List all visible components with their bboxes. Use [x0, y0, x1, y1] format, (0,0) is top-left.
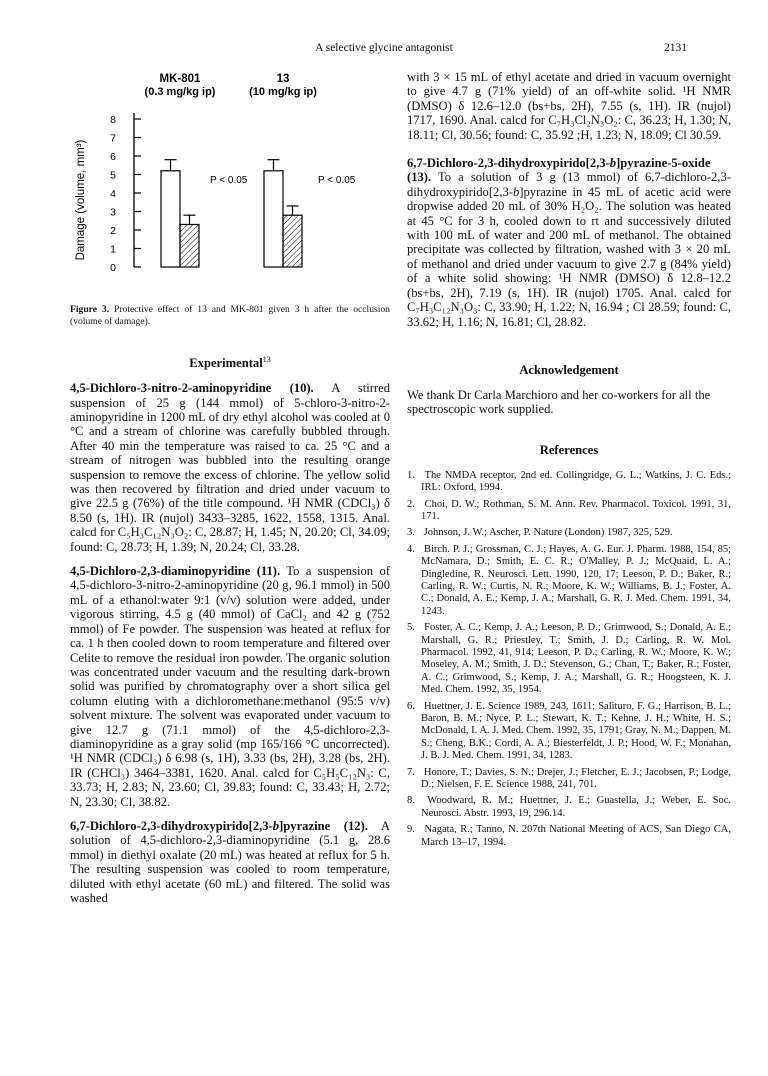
compound-13-body-b: b [512, 184, 520, 199]
left-column [70, 70, 390, 905]
figure-caption [70, 304, 390, 327]
experimental-heading [70, 355, 390, 371]
p-value-2: P < 0.05 [318, 175, 356, 186]
reference-text: The NMDA receptor, 2nd ed. Collingridge, G. L.; Watkins, J. C. Eds.; IRL: Oxford, 1994. [421, 469, 731, 494]
reference-list [407, 470, 731, 849]
compound-10-title: 4,5-Dichloro-3-nitro-2-aminopyridine (10). [70, 381, 314, 396]
bar-chart [70, 70, 390, 300]
treated-bar [180, 224, 199, 267]
compound-11-paragraph [70, 564, 390, 809]
running-title: A selective glycine antagonist [315, 42, 453, 54]
y-tick-label: 0 [110, 262, 116, 274]
running-header [0, 42, 768, 58]
y-tick-label: 5 [110, 169, 116, 182]
reference-number: 2. [407, 498, 415, 510]
caption-label: Figure 3. [70, 304, 110, 315]
reference-text: Johnson, J. W.; Ascher, P. Nature (London) 1987, 325, 529. [421, 527, 673, 539]
reference-text: Honore, T.; Davies, S. N.; Drejer, J.; Fletcher, E. J.; Jacobsen, P.; Lodge, D.; Nielsen, F. E. Science 1988, 241, 701. [421, 766, 731, 791]
y-tick-labels [110, 114, 141, 274]
reference-item [407, 544, 731, 618]
reference-text: Huettner, J. E. Science 1989, 243, 1611; Salituro, F. G.; Harrison, B. L.; Baron, B. M.; Nyce, P. L.; Stewart, K. T.; Kehne, J. H.; White, H. S.; McDonald, I. A. J. Med. Chem. 1992, 35, 1791; Gray, N. M.; Dappen, M. S.; Cheng, B.K.; Cordi, A. A.; Biesterfeldt, J. P.; Hood, W. F.; Monahan, J. B. J. Med. Chem. 1991, 34, 1283. [421, 700, 731, 762]
compound-13-title-b: b [609, 156, 617, 171]
reference-number: 8. [407, 795, 415, 807]
y-tick-label: 4 [110, 188, 116, 200]
y-tick-label: 1 [110, 243, 116, 256]
y-tick-label: 8 [110, 114, 116, 126]
references-heading: References [539, 442, 599, 457]
continued-paragraph: with 3 × 15 mL of ethyl acetate and dried in vacuum overnight to give 4.7 g (71% yield) of an off-white solid. ¹H NMR (DMSO) δ 12.6–12.0 (bs+bs, 2H), 7.55 (s, 1H). IR (nujol) 1717, 1690. Anal. calcd for C₇H₃Cl₂N₃O₂: C, 36.23; H, 1.30; N, 18.11; Cl, 30.56; found: C, 35.92 ;H, 1.23; N, 18.09; Cl 30.59. [407, 70, 731, 142]
control-bar [161, 171, 180, 267]
compound-10-paragraph [70, 381, 390, 554]
control-bar [264, 171, 283, 267]
reference-text: Birch. P. J.; Grossman, C. J.; Hayes, A. G. Eur. J. Pharm. 1988, 154, 85; McNamara, D.; Smith, E. C. R.; O'Malley, P. J.; McQuaid, L. A.; Dingledine, R. Neurosci. Lett. 1990, 120, 17; Leeson, P. D.; Baker, R.; Carling, R. W.; Curtis, N. R.; Moore, K. W.; Williams, B. J.; Foster, A. C.; Donald, A. E.; Kemp, J. A.; Marshall, G. R. J. Med. Chem. 1991, 34, 1243. [421, 543, 731, 617]
reference-item [407, 499, 731, 524]
acknowledgement-text: We thank Dr Carla Marchioro and her co-workers for all the spectroscopic work supplied. [407, 387, 711, 417]
reference-number: 7. [407, 766, 415, 778]
reference-item [407, 767, 731, 792]
y-axis-label: Damage (volume, mm³) [75, 139, 87, 261]
caption-text: Protective effect of 13 and MK-801 given 3 h after the occlusion (volume of damage). [70, 304, 390, 327]
reference-item [407, 701, 731, 763]
reference-number: 6. [407, 700, 415, 712]
group1-dose: (0.3 mg/kg ip) [144, 86, 216, 98]
treated-bar [283, 215, 302, 267]
compound-13-paragraph [407, 156, 731, 329]
compound-12-title [70, 819, 368, 833]
acknowledgement-heading: Acknowledgement [519, 362, 619, 377]
compound-13-title-c: ]pyrazine-5-oxide (13). [407, 156, 711, 185]
compound-10-body: A stirred suspension of 25 g (144 mmol) of 5-chloro-3-nitro-2-aminopyridine in 1200 mL of dry ethyl alcohol was cooled at 0 °C and a stream of chlorine was carefully bubbled through. After 40 min the temperature was raised to ca. 25 °C and a stream of nitrogen was bubbled into the resulting orange suspension to remove the excess of chlorine. The yellow solid was then recovered by filtration and dried under vacuum to give 22.5 g (76%) of the title compound. ¹H NMR (CDCl₃) δ 8.50 (s, 1H). IR (nujol) 3433–3285, 1622, 1558, 1315. Anal. calcd for C₅H₃C₁₂N₃O₂: C, 28.87; H, 1.45; N, 20.20; Cl, 34.09; found: C, 28.73; H, 1.39; N, 20.24; Cl, 33.28. [70, 381, 390, 554]
page-number: 2131 [664, 42, 687, 54]
compound-13-body-a: To a solution of 3 g (13 mmol) of 6,7-dichloro-2,3-dihydroxypirido[2,3- [407, 170, 731, 199]
y-tick-label: 3 [110, 206, 116, 219]
reference-item [407, 527, 731, 539]
reference-number: 9. [407, 824, 415, 836]
reference-item [407, 824, 731, 849]
right-column [407, 70, 731, 853]
y-tick-label: 6 [110, 151, 116, 163]
compound-13-title-a: 6,7-Dichloro-2,3-dihydroxypirido[2,3- [407, 156, 610, 171]
reference-text: Nagata, R.; Tanno, N. 207th National Meeting of ACS, San Diego CA, March 13–17, 1994. [421, 824, 731, 848]
compound-11-body: To a suspension of 4,5-dichloro-3-nitro-2-aminopyridine (20 g, 96.1 mmol) in 500 mL of a ethanol:water 9:1 (v/v) solution were added, under vigorous stirring, 4.5 g (40 mmol) of CaCl₂ and 42 g (752 mmol) of Fe powder. The suspension was heated at reflux for ca. 1 h then cooled down to room temperature and filtered over Celite to remove the residual iron powder. The organic solution was concentrated under vacuum and the resulting dark-brown solid was purified by chromatography over a short silica gel column eluting with a dichloromethane:methanol (95:5 v/v) solvent mixture. The solvent was evaporated under vacuum to give 12.7 g (71.1 mmol) of the 4,5-dichloro-2,3-diaminopyridine as a gray solid (mp 165/166 °C uncorrected). ¹H NMR (CDCl₃) δ 6.98 (s, 1H), 3.33 (bs, 2H), 3.28 (bs, 2H). IR (CHCl₃) 3464–3381, 1620. Anal. calcd for C₅H₅C₁₂N₃: C, 33.73; H, 2.83; N, 23.60; Cl, 39.83; found: C, 33.43; H, 2.72; N, 23.30; Cl, 38.82. [70, 564, 390, 809]
experimental-heading-text: Experimental [189, 356, 263, 371]
reference-number: 5. [407, 622, 415, 634]
reference-text: Foster, A. C.; Kemp, J. A.; Leeson, P. D.; Grimwood, S.; Donald, A. E.; Marshall, G. R.; Priestley, T.; Smith, J. D.; Carling, R. W. Mol. Pharmacol. 1992, 41, 914; Leeson, P. D.; Carling, R. W.; Moore, K. W.; Moseley, A. M.; Smith, J. D.; Stevenson, G.; Chan, T.; Baker, R.; Foster, A. C.; Grimwood, S.; Kemp, J. A.; Marshall, G. R.; Hoogsteen, K. J. Med. Chem. 1992, 35, 1954. [421, 622, 731, 696]
reference-text: Woodward, R. M.; Huettner, J. E.; Guastella, J.; Weber, E. Soc. Neurosci. Abstr. 1993, 19, 296.14. [421, 795, 731, 819]
reference-text: Choi, D. W.; Rothman, S. M. Ann. Rev. Pharmacol. Toxicol. 1991, 31, 171. [421, 498, 731, 522]
compound-12-title-a: 6,7-Dichloro-2,3-dihydroxypirido[2,3- [70, 818, 273, 833]
reference-number: 3. [407, 527, 415, 539]
figure-3 [70, 70, 390, 300]
y-tick-label: 2 [110, 225, 116, 237]
compound-12-body: A solution of 4,5-dichloro-2,3-diaminopyridine (5.1 g, 28.6 mmol) in diethyl oxalate (20 mL) was heated at reflux for 5 h. The resulting suspension was cooled to room temperature, diluted with ethyl acetate (60 mL) and filtered. The solid was washed [70, 818, 390, 905]
compound-12-title-c: ]pyrazine (12). [279, 818, 368, 833]
group2-name: 13 [276, 73, 290, 85]
group2-dose: (10 mg/kg ip) [249, 86, 317, 98]
group1-name: MK-801 [159, 73, 201, 85]
compound-11-title: 4,5-Dichloro-2,3-diaminopyridine (11). [70, 564, 281, 579]
reference-item [407, 622, 731, 696]
reference-item [407, 795, 731, 820]
reference-number: 1. [407, 469, 415, 481]
experimental-ref: 13 [262, 355, 271, 364]
reference-item [407, 470, 731, 495]
compound-12-paragraph [70, 819, 390, 905]
p-value-1: P < 0.05 [210, 175, 248, 186]
compound-12-title-b: b [272, 818, 280, 833]
reference-number: 4. [407, 543, 415, 555]
y-tick-label: 7 [110, 132, 116, 145]
compound-13-body-c: ]pyrazine in 45 mL of acetic acid were dropwise added 20 mL of 30% H₂O₂. The solution was heated at 45 °C for 3 h, cooled down to rt and successively diluted with 100 mL of water and 200 mL of methanol. The obtained precipitate was collected by filtration, washed with 3 × 20 mL of methanol and dried under vacuum to give 2.7 g (84% yield) of a white solid showing: ¹H NMR (DMSO) δ 12.8–12.2 (bs+bs, 2H), 7.19 (s, 1H). IR (nujol) 1705. Anal. calcd for C₇H₃C₁₂N₃O₃: C, 33.90; H, 1.22; N, 16.94 ; Cl 28.59; found: C, 33.62; H, 1.16; N, 16.81; Cl, 28.82. [407, 184, 731, 329]
